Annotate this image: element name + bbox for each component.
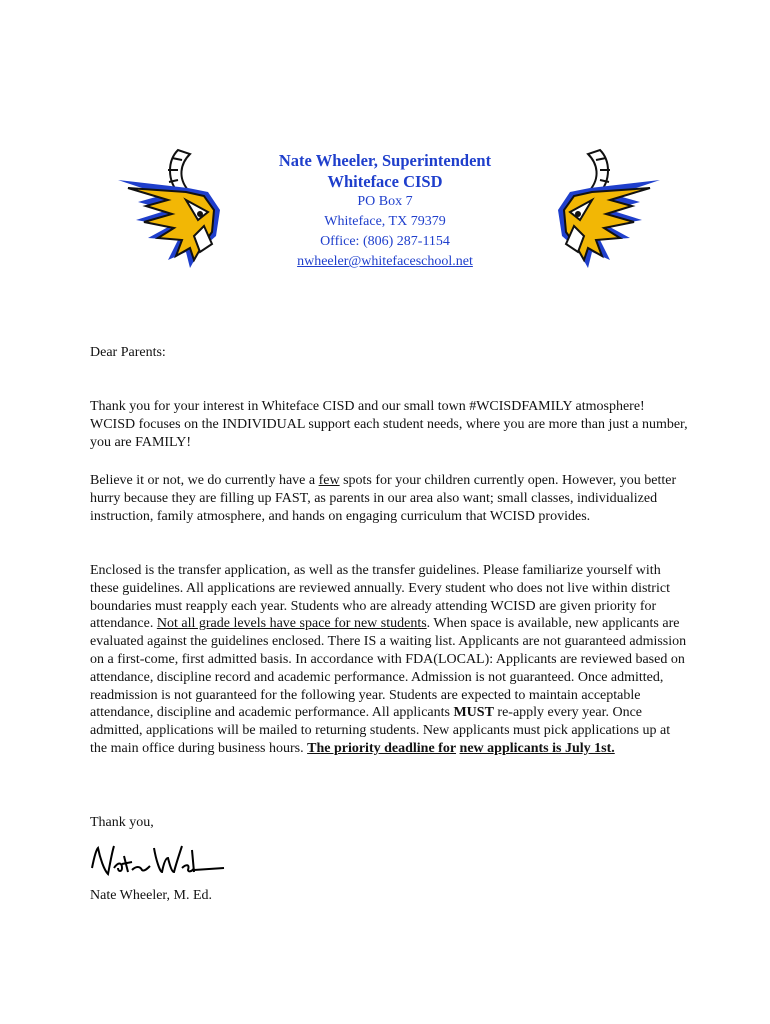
paragraph-availability (90, 472, 690, 525)
antelope-mascot-logo-left (108, 140, 238, 290)
city-state-zip: Whiteface, TX 79379 (324, 214, 446, 229)
office-phone: Office: (806) 287-1154 (320, 234, 450, 249)
p3-text-c: re-apply every year. Once admitted, applications will be mailed to returning students. New applicants must pick applications up at the main office during business hours. (90, 705, 671, 756)
p2-text-b: spots for your children currently open. However, you better hurry because they are filling up FAST, as parents in our area also want; small classes, individualized instruction, family atmosphere, and hands on engaging curriculum that WCISD provides. (90, 473, 677, 524)
po-box: PO Box 7 (357, 194, 413, 209)
email-link[interactable]: nwheeler@whitefaceschool.net (297, 254, 473, 269)
p3-grade-levels-underlined: Not all grade levels have space for new students (156, 616, 427, 632)
p3-text-a: Enclosed is the transfer application, as well as the transfer guidelines. Please familiarize yourself with these guidelines. All applications are reviewed annually. Every student who does not live within district boundaries must reapply each year. Students who are already attending WCISD are given priority for attendance. (90, 563, 670, 632)
greeting: Dear Parents: (90, 345, 166, 360)
letterhead (240, 150, 530, 272)
p2-text-a: Believe it or not, we do currently have a (90, 473, 319, 488)
handwritten-signature (88, 838, 228, 886)
p3-deadline-part1: The priority deadline for (307, 740, 457, 756)
signature-name: Nate Wheeler, M. Ed. (90, 888, 213, 903)
district-name: Whiteface CISD (327, 172, 443, 191)
closing: Thank you, (90, 815, 154, 830)
p2-few-underlined: few (318, 473, 340, 488)
p3-must-bold: MUST (453, 705, 494, 721)
p3-text-b: . When space is available, new applicants are evaluated against the guidelines enclosed. There IS a waiting list. Applicants are not guaranteed admission on a first-come, first admitted basis. In accordance with FDA(LOCAL): Applicants are reviewed based on attendance, discipline record and academic performance. Admission is not guaranteed. Once admitted, readmission is not guaranteed for the following year. Students are expected to maintain acceptable attendance, discipline and academic performance. All applicants (90, 616, 687, 721)
paragraph-guidelines (90, 562, 690, 758)
antelope-mascot-logo-right (540, 140, 670, 290)
paragraph-intro: Thank you for your interest in Whiteface CISD and our small town #WCISDFAMILY atmosphere! WCISD focuses on the INDIVIDUAL support each student needs, where you are more than just a number, you are FAMILY! (90, 399, 688, 450)
superintendent-name: Nate Wheeler, Superintendent (278, 151, 492, 170)
p3-deadline-part2: new applicants is July 1st. (459, 740, 615, 756)
